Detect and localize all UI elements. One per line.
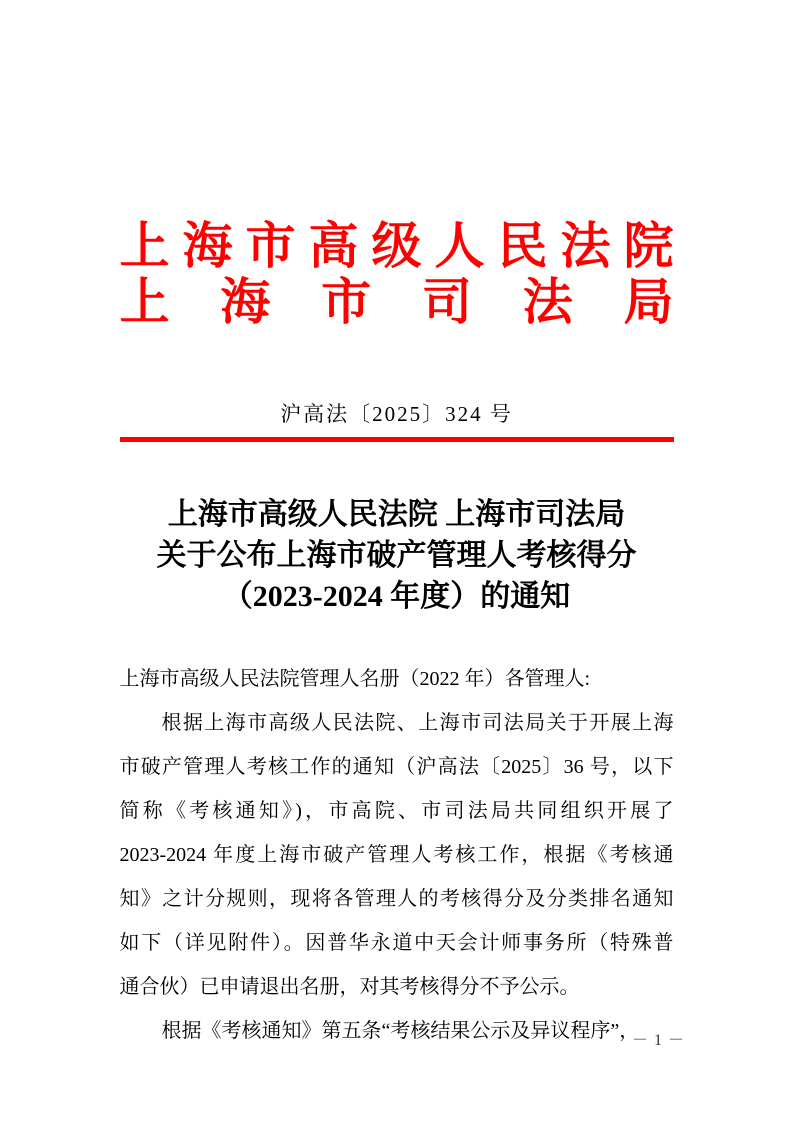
notice-title-line1: 上海市高级人民法院 上海市司法局 (167, 498, 626, 531)
body-line: 如下（详见附件）。因普华永道中天会计师事务所（特殊普 (119, 932, 674, 954)
body-line: 通合伙）已申请退出名册，对其考核得分不予公示。 (119, 976, 580, 998)
body-line-salutation: 上海市高级人民法院管理人名册（2022 年）各管理人: (119, 668, 591, 690)
letterhead-org-name-line1: 上 海 市 高 级 人 民 法 院 (119, 218, 674, 274)
page-number: － 1 － (631, 1032, 685, 1049)
doc-reference-number: 沪高法〔2025〕324 号 (280, 402, 513, 426)
body-line: 2023-2024 年度上海市破产管理人考核工作，根据《考核通 (119, 844, 674, 866)
body-line: 市破产管理人考核工作的通知（沪高法〔2025〕36 号，以下 (119, 756, 674, 778)
body-line: 简称《考核通知》)，市高院、市司法局共同组织开展了 (119, 800, 674, 822)
letterhead-org-name-line2: 上 海 市 司 法 局 (119, 274, 674, 330)
body-line: 知》之计分规则，现将各管理人的考核得分及分类排名通知 (119, 888, 674, 910)
notice-body (120, 657, 674, 1053)
body-line: 根据《考核通知》第五条“考核结果公示及异议程序”， (161, 1020, 640, 1042)
notice-title-line2: 关于公布上海市破产管理人考核得分 (156, 539, 637, 572)
notice-title-line3: （2023-2024 年度）的通知 (222, 580, 571, 613)
body-line: 根据上海市高级人民法院、上海市司法局关于开展上海 (161, 712, 674, 734)
red-separator-rule (120, 437, 674, 442)
notice-title (120, 494, 674, 617)
document-content (120, 0, 674, 1053)
